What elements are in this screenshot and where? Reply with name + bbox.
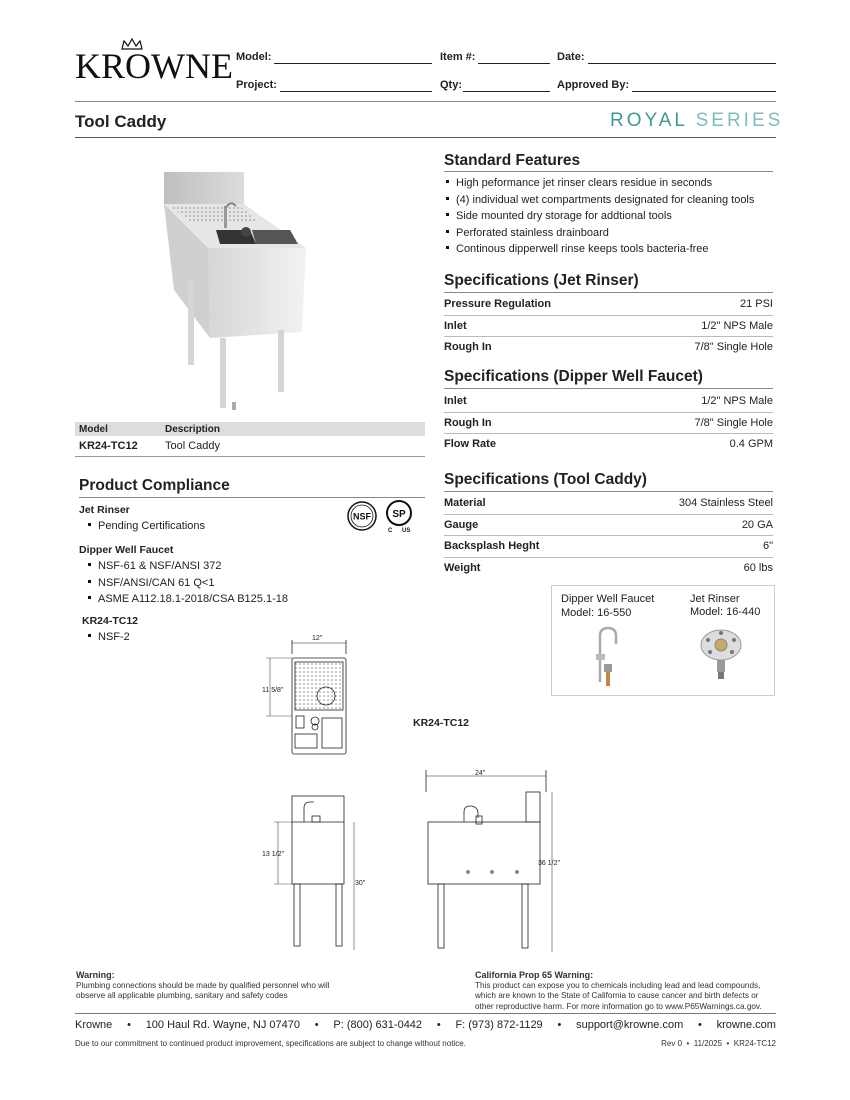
spec-caddy-divider bbox=[444, 491, 773, 492]
dim-height-30: 30" bbox=[355, 880, 366, 887]
list-item: ASME A112.18.1-2018/CSA B125.1-18 bbox=[87, 593, 288, 610]
footer-separator: • bbox=[314, 1019, 319, 1031]
date-field-label: Date: bbox=[557, 51, 585, 63]
table-row bbox=[444, 515, 773, 537]
drawing-label: KR24-TC12 bbox=[413, 717, 470, 729]
spec-value: 1/2" NPS Male bbox=[701, 319, 773, 332]
table-row bbox=[444, 536, 773, 558]
project-field-label: Project: bbox=[236, 79, 277, 91]
spec-value: 304 Stainless Steel bbox=[678, 497, 773, 510]
warning-block bbox=[76, 970, 330, 1002]
spec-value: 0.4 GPM bbox=[729, 438, 773, 451]
prop65-text-1: This product can expose you to chemicals including lead and lead compounds, bbox=[475, 980, 761, 990]
csa-badge bbox=[384, 498, 414, 534]
spec-key: Flow Rate bbox=[444, 438, 496, 451]
list-item: (4) individual wet compartments designated for cleaning tools bbox=[445, 194, 754, 211]
spec-jet-table bbox=[444, 294, 773, 358]
footer-fax: F: (973) 872-1129 bbox=[455, 1019, 543, 1031]
compliance-group-dipper: Dipper Well Faucet bbox=[79, 544, 174, 556]
series-brand bbox=[610, 110, 783, 132]
spec-value: 7/8" Single Hole bbox=[694, 416, 773, 429]
model-field-label: Model: bbox=[236, 51, 272, 63]
dipper-accessory-model: Model: 16-550 bbox=[561, 607, 632, 619]
spec-dipper-divider bbox=[444, 388, 773, 389]
spec-key: Backsplash Heght bbox=[444, 540, 540, 553]
standard-features-heading: Standard Features bbox=[444, 152, 581, 169]
table-row bbox=[444, 493, 773, 515]
footer-email[interactable]: support@krowne.com bbox=[576, 1019, 684, 1031]
dipper-faucet-image bbox=[590, 624, 624, 690]
nsf-badge bbox=[346, 500, 378, 532]
spec-jet-divider bbox=[444, 292, 773, 293]
footer-brand: Krowne bbox=[75, 1019, 113, 1031]
dim-height-13: 13 1/2" bbox=[262, 851, 284, 858]
compliance-list-jet bbox=[87, 520, 205, 537]
table-row bbox=[444, 558, 773, 579]
model-cell: KR24-TC12 bbox=[79, 440, 138, 452]
compliance-list-dipper bbox=[87, 560, 288, 610]
series-text: SERIES bbox=[695, 110, 784, 131]
list-item: NSF/ANSI/CAN 61 Q<1 bbox=[87, 577, 288, 594]
footer-website[interactable]: krowne.com bbox=[716, 1019, 776, 1031]
dim-width-12: 12" bbox=[312, 635, 323, 642]
qty-field[interactable] bbox=[463, 91, 550, 92]
approved-field-label: Approved By: bbox=[557, 79, 630, 91]
footer-divider bbox=[75, 1013, 776, 1014]
spec-key: Pressure Regulation bbox=[444, 298, 551, 311]
dim-height-36: 36 1/2" bbox=[538, 860, 560, 867]
footer-revision: Rev 0 • 11/2025 • KR24-TC12 bbox=[661, 1039, 776, 1048]
footer-phone: P: (800) 631-0442 bbox=[333, 1019, 423, 1031]
spec-value: 60 lbs bbox=[743, 561, 773, 574]
list-item: NSF-2 bbox=[87, 631, 130, 648]
footer-separator: • bbox=[557, 1019, 562, 1031]
compliance-group-model: KR24-TC12 bbox=[82, 615, 139, 627]
table-row bbox=[444, 337, 773, 358]
csa-badge-text: SP bbox=[392, 509, 406, 520]
spec-key: Rough In bbox=[444, 341, 492, 354]
project-field[interactable] bbox=[280, 91, 432, 92]
compliance-group-jet: Jet Rinser bbox=[79, 504, 130, 516]
jet-accessory-model: Model: 16-440 bbox=[690, 606, 761, 618]
prop65-text-3: other reproductive harm. For more information go to www.P65Warnings.ca.gov. bbox=[475, 1001, 762, 1011]
csa-c-text: C bbox=[388, 528, 393, 534]
prop65-title: California Prop 65 Warning: bbox=[475, 970, 594, 980]
list-item: Pending Certifications bbox=[87, 520, 205, 537]
list-item: Side mounted dry storage for addtional tools bbox=[445, 210, 754, 227]
features-divider bbox=[444, 171, 773, 172]
dipper-accessory-name: Dipper Well Faucet bbox=[561, 593, 655, 605]
header-divider bbox=[75, 101, 776, 102]
nsf-badge-text: NSF bbox=[353, 511, 371, 522]
spec-key: Gauge bbox=[444, 518, 479, 531]
table-row bbox=[75, 436, 425, 457]
compliance-list-model bbox=[87, 631, 130, 648]
spec-value: 1/2" NPS Male bbox=[701, 395, 773, 408]
product-image bbox=[160, 170, 310, 415]
item-field-label: Item #: bbox=[440, 51, 476, 63]
list-item: NSF-61 & NSF/ANSI 372 bbox=[87, 560, 288, 577]
jet-rinser-image bbox=[698, 628, 744, 682]
footer-address: 100 Haul Rd. Wayne, NJ 07470 bbox=[145, 1019, 300, 1031]
list-item: High peformance jet rinser clears residue in seconds bbox=[445, 177, 754, 194]
prop65-text-2: which are known to the State of California to cause cancer and birth defects or bbox=[475, 991, 759, 1000]
brand-logo: KROWNE bbox=[75, 46, 233, 86]
compliance-divider bbox=[79, 497, 425, 498]
item-field[interactable] bbox=[478, 63, 550, 64]
spec-value: 7/8" Single Hole bbox=[694, 341, 773, 354]
compliance-heading: Product Compliance bbox=[79, 477, 230, 494]
warning-title: Warning: bbox=[76, 970, 115, 980]
table-row bbox=[444, 316, 773, 338]
list-item: Perforated stainless drainboard bbox=[445, 227, 754, 244]
csa-us-text: US bbox=[402, 528, 411, 534]
description-col-header: Description bbox=[165, 423, 221, 435]
model-field[interactable] bbox=[274, 63, 432, 64]
spec-key: Inlet bbox=[444, 395, 467, 408]
footer-disclaimer: Due to our commitment to continued product improvement, specifications are subject to change without notice. bbox=[75, 1039, 466, 1048]
spec-value: 6" bbox=[762, 540, 773, 553]
spec-value: 20 GA bbox=[741, 518, 773, 531]
spec-dipper-table bbox=[444, 391, 773, 455]
footer-separator: • bbox=[698, 1019, 702, 1031]
table-row bbox=[444, 434, 773, 455]
spec-dipper-heading: Specifications (Dipper Well Faucet) bbox=[444, 368, 703, 385]
list-item: Continous dipperwell rinse keeps tools bacteria-free bbox=[445, 243, 754, 260]
jet-accessory-name: Jet Rinser bbox=[690, 593, 740, 605]
title-divider bbox=[75, 137, 776, 138]
technical-drawing bbox=[262, 630, 572, 960]
spec-key: Rough In bbox=[444, 416, 492, 429]
approved-field[interactable] bbox=[632, 91, 776, 92]
date-field[interactable] bbox=[588, 63, 776, 64]
spec-key: Weight bbox=[444, 561, 481, 574]
table-row bbox=[444, 413, 773, 435]
footer-separator: • bbox=[127, 1019, 131, 1031]
table-row bbox=[444, 391, 773, 413]
standard-features-list bbox=[445, 177, 754, 260]
model-table bbox=[75, 422, 425, 457]
footer-contact bbox=[75, 1019, 776, 1031]
qty-field-label: Qty: bbox=[440, 79, 462, 91]
warning-text-1: Plumbing connections should be made by qualified personnel who will bbox=[76, 980, 330, 990]
spec-caddy-table bbox=[444, 493, 773, 578]
spec-value: 21 PSI bbox=[739, 298, 773, 311]
page-title: Tool Caddy bbox=[75, 112, 167, 131]
table-row bbox=[444, 294, 773, 316]
prop65-block bbox=[475, 970, 762, 1012]
model-table-header bbox=[75, 422, 425, 436]
spec-jet-heading: Specifications (Jet Rinser) bbox=[444, 272, 639, 289]
spec-key: Inlet bbox=[444, 319, 467, 332]
spec-key: Material bbox=[444, 497, 486, 510]
dim-width-24: 24" bbox=[475, 770, 486, 777]
warning-text-2: observe all applicable plumbing, sanitary and safety codes bbox=[76, 991, 288, 1000]
spec-caddy-heading: Specifications (Tool Caddy) bbox=[444, 471, 647, 488]
description-cell: Tool Caddy bbox=[165, 440, 221, 452]
dim-depth-11: 11 5/8" bbox=[262, 687, 284, 694]
footer-separator: • bbox=[436, 1019, 441, 1031]
model-col-header: Model bbox=[79, 423, 108, 435]
royal-text: ROYAL bbox=[610, 110, 688, 131]
